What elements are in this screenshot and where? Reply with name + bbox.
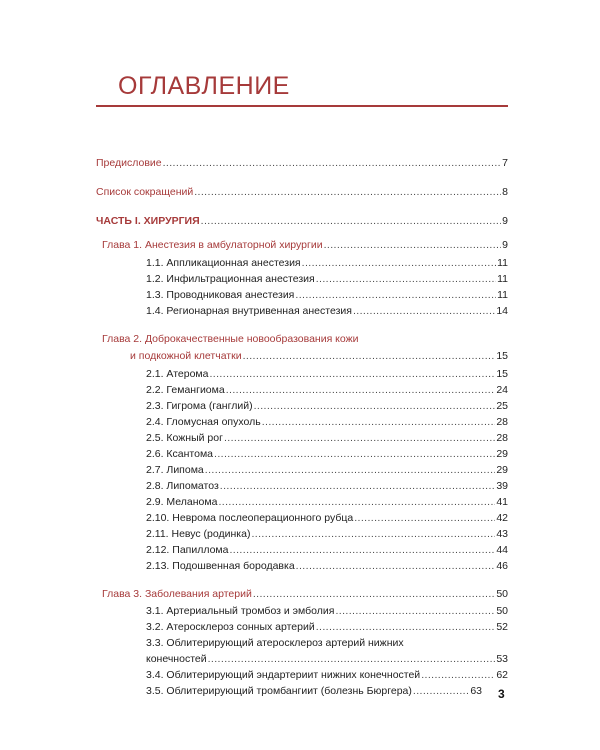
- toc-section-label: 1.2. Инфильтрационная анестезия: [146, 273, 315, 285]
- toc-section[interactable]: [146, 620, 508, 634]
- toc-section-label: 2.6. Ксантома: [146, 448, 214, 460]
- dot-leader: [354, 511, 495, 525]
- dot-leader: [163, 156, 502, 170]
- toc-entry-label: Предисловие: [96, 157, 162, 169]
- toc-section[interactable]: [146, 559, 508, 573]
- dot-leader: [194, 185, 501, 199]
- dot-leader: [224, 431, 495, 445]
- toc-section-label: 2.10. Неврома послеоперационного рубца: [146, 512, 354, 524]
- toc-chapter-label: Глава 1. Анестезия в амбулаторной хирургии: [102, 239, 323, 251]
- toc-section[interactable]: [146, 415, 508, 429]
- page-number: 3: [498, 687, 505, 701]
- toc-section-label: 2.4. Гломусная опухоль: [146, 416, 261, 428]
- toc-section-label: 1.1. Аппликационная анестезия: [146, 257, 301, 269]
- toc-section-label: 2.12. Папиллома: [146, 544, 229, 556]
- toc-section-label: 2.9. Меланома: [146, 496, 218, 508]
- dot-leader: [254, 399, 496, 413]
- dot-leader: [413, 684, 469, 698]
- toc-section-label: 2.2. Гемангиома: [146, 384, 225, 396]
- toc-section-label: 2.3. Гигрома (ганглий): [146, 400, 253, 412]
- toc-section[interactable]: [146, 431, 508, 445]
- toc-section[interactable]: [146, 668, 508, 682]
- toc-section[interactable]: [146, 543, 508, 557]
- toc-entry-page: 14: [496, 305, 508, 317]
- toc-entry-page: 41: [496, 496, 508, 508]
- toc-entry-page: 50: [496, 588, 508, 600]
- dot-leader: [296, 559, 496, 573]
- dot-leader: [226, 383, 496, 397]
- dot-leader: [316, 272, 496, 286]
- toc-section[interactable]: [146, 511, 508, 525]
- toc-entry-preface[interactable]: [96, 156, 508, 170]
- toc-entry-part1[interactable]: [96, 214, 508, 228]
- toc-entry-label: Список сокращений: [96, 186, 194, 198]
- toc-section-label: 1.4. Регионарная внутривенная анестезия: [146, 305, 352, 317]
- dot-leader: [229, 543, 495, 557]
- dot-leader: [262, 415, 496, 429]
- toc-section-label: 2.8. Липоматоз: [146, 480, 219, 492]
- dot-leader: [208, 652, 496, 666]
- dot-leader: [214, 447, 495, 461]
- toc-entry-page: 15: [496, 350, 508, 362]
- toc-entry-page: 24: [496, 384, 508, 396]
- toc-entry-page: 52: [496, 621, 508, 633]
- toc-entry-page: 39: [496, 480, 508, 492]
- toc-entry-page: 7: [502, 157, 508, 169]
- toc-chapter-3[interactable]: [102, 587, 508, 601]
- dot-leader: [209, 367, 495, 381]
- toc-section-label: конечностей: [146, 653, 207, 665]
- toc-section-label: 2.13. Подошвенная бородавка: [146, 560, 295, 572]
- toc-entry-page: 9: [502, 215, 508, 227]
- toc-section[interactable]: [146, 684, 482, 698]
- dot-leader: [243, 349, 496, 363]
- toc-entry-page: 63: [470, 685, 482, 697]
- toc-section-label: 3.5. Облитерирующий тромбангиит (болезнь Бюргера): [146, 685, 412, 697]
- toc-section[interactable]: [146, 604, 508, 618]
- toc-entry-page: 15: [496, 368, 508, 380]
- toc-entry-page: 11: [497, 273, 508, 285]
- dot-leader: [316, 620, 496, 634]
- dot-leader: [201, 214, 502, 228]
- dot-leader: [421, 668, 495, 682]
- toc-entry-page: 29: [496, 448, 508, 460]
- toc-section[interactable]: [146, 527, 508, 541]
- toc-entry-page: 28: [496, 432, 508, 444]
- toc-entry-page: 29: [496, 464, 508, 476]
- toc-section[interactable]: [146, 272, 508, 286]
- toc-entry-page: 25: [496, 400, 508, 412]
- dot-leader: [335, 604, 495, 618]
- toc-entry-page: 43: [496, 528, 508, 540]
- toc-chapter-2[interactable]: [130, 349, 508, 363]
- toc-section-label: 3.1. Артериальный тромбоз и эмболия: [146, 605, 335, 617]
- dot-leader: [205, 463, 496, 477]
- toc-section-label: 2.5. Кожный рог: [146, 432, 223, 444]
- toc-part-label: ЧАСТЬ I. ХИРУРГИЯ: [96, 215, 200, 227]
- toc-entry-abbreviations[interactable]: [96, 185, 508, 199]
- toc-entry-page: 62: [496, 669, 508, 681]
- toc-section[interactable]: [146, 399, 508, 413]
- toc-chapter-2-line1[interactable]: Глава 2. Доброкачественные новообразования кожи: [102, 333, 359, 345]
- dot-leader: [253, 587, 495, 601]
- toc-entry-page: 53: [496, 653, 508, 665]
- toc-chapter-1[interactable]: [102, 238, 508, 252]
- toc-section-label: 1.3. Проводниковая анестезия: [146, 289, 295, 301]
- toc-entry-page: 11: [497, 289, 508, 301]
- toc-entry-page: 44: [496, 544, 508, 556]
- toc-section[interactable]: [146, 479, 508, 493]
- toc-section[interactable]: [146, 288, 508, 302]
- toc-entry-page: 50: [496, 605, 508, 617]
- toc-entry-page: 28: [496, 416, 508, 428]
- toc-section[interactable]: [146, 367, 508, 381]
- toc-entry-page: 8: [502, 186, 508, 198]
- dot-leader: [220, 479, 496, 493]
- toc-chapter-label: Глава 3. Заболевания артерий: [102, 588, 252, 600]
- toc-entry-page: 11: [497, 257, 508, 269]
- dot-leader: [218, 495, 495, 509]
- dot-leader: [324, 238, 502, 252]
- dot-leader: [353, 304, 495, 318]
- page-title: ОГЛАВЛЕНИЕ: [118, 72, 290, 100]
- toc-section[interactable]: [146, 447, 508, 461]
- toc-section-line1[interactable]: 3.3. Облитерирующий атеросклероз артерий нижних: [146, 637, 404, 649]
- toc-section[interactable]: [146, 256, 508, 270]
- toc-section-label: 2.1. Атерома: [146, 368, 209, 380]
- toc-section[interactable]: [146, 652, 508, 666]
- dot-leader: [251, 527, 495, 541]
- toc-chapter-label: и подкожной клетчатки: [130, 350, 242, 362]
- toc-section[interactable]: [146, 463, 508, 477]
- toc-section[interactable]: [146, 304, 508, 318]
- toc-section-label: 2.7. Липома: [146, 464, 204, 476]
- dot-leader: [295, 288, 496, 302]
- toc-entry-page: 46: [496, 560, 508, 572]
- dot-leader: [302, 256, 496, 270]
- toc-section-label: 3.2. Атеросклероз сонных артерий: [146, 621, 315, 633]
- toc-section-label: 2.11. Невус (родинка): [146, 528, 251, 540]
- toc-section-label: 3.4. Облитерирующий эндартериит нижних конечностей: [146, 669, 421, 681]
- toc-section[interactable]: [146, 495, 508, 509]
- toc-section[interactable]: [146, 383, 508, 397]
- toc-entry-page: 9: [502, 239, 508, 251]
- toc-entry-page: 42: [496, 512, 508, 524]
